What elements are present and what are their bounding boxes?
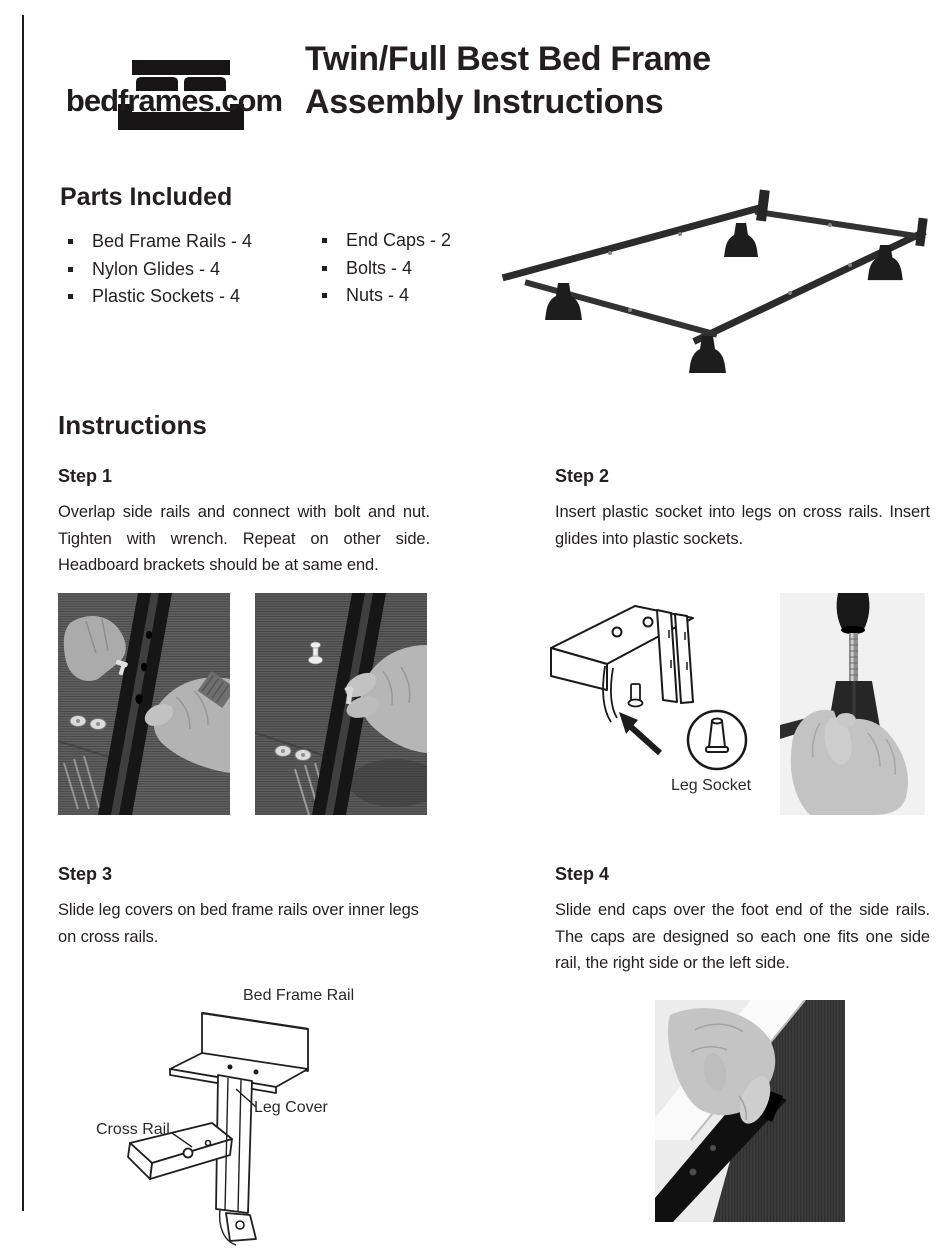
step-3-text: Slide leg covers on bed frame rails over inner legs on cross rails. — [58, 901, 419, 946]
bedframes-logo — [60, 60, 288, 134]
parts-item-label: Nylon Glides - 4 — [92, 258, 221, 279]
bullet-icon — [322, 293, 327, 298]
bullet-icon — [68, 267, 73, 272]
left-margin-rule — [22, 15, 24, 1211]
step-4-text: Slide end caps over the foot end of the side rails. The caps are designed so each one fits one side rail, the right side or the left side. — [555, 901, 930, 972]
bullet-icon — [322, 238, 327, 243]
parts-item-label: End Caps - 2 — [346, 230, 452, 250]
step-3-leg-cover-diagram — [60, 975, 400, 1249]
title-line-1: Twin/Full Best Bed Frame — [305, 40, 711, 78]
parts-included-heading: Parts Included — [60, 183, 233, 211]
parts-list-column-2 — [322, 227, 451, 310]
leg-socket-label: Leg Socket — [671, 777, 752, 794]
parts-item — [322, 282, 451, 310]
step-2-text: Insert plastic socket into legs on cross rails. Insert glides into plastic sockets. — [555, 503, 930, 548]
bullet-icon — [68, 239, 73, 244]
bullet-icon — [68, 294, 73, 299]
step-1-heading: Step 1 — [58, 466, 113, 486]
leg-cover-label: Leg Cover — [254, 1099, 328, 1116]
bed-frame-product-image — [490, 183, 947, 395]
parts-item — [322, 227, 451, 255]
parts-item-label: Nuts - 4 — [346, 285, 410, 305]
step-3-heading: Step 3 — [58, 864, 113, 884]
instructions-heading: Instructions — [58, 410, 207, 440]
step-1-photo-left — [58, 593, 230, 815]
step-2-glide-photo — [780, 593, 925, 815]
step-4-end-cap-photo — [655, 1000, 845, 1222]
parts-item-label: Bed Frame Rails - 4 — [92, 231, 253, 251]
parts-item — [68, 283, 252, 311]
step-4-heading: Step 4 — [555, 864, 610, 884]
step-1-photo-right — [255, 593, 427, 815]
parts-list-column-1 — [68, 228, 252, 311]
parts-item — [322, 255, 451, 283]
parts-item-label: Plastic Sockets - 4 — [92, 286, 241, 306]
cross-rail-label: Cross Rail — [96, 1121, 170, 1138]
step-2-leg-socket-diagram — [545, 590, 765, 808]
step-2-heading: Step 2 — [555, 466, 610, 486]
parts-item — [68, 228, 252, 256]
title-line-2: Assembly Instructions — [305, 83, 664, 121]
bed-frame-rail-label: Bed Frame Rail — [243, 987, 355, 1004]
logo-text: bedframes.com — [65, 83, 283, 118]
parts-item-label: Bolts - 4 — [346, 257, 413, 278]
bullet-icon — [322, 266, 327, 271]
step-1-text: Overlap side rails and connect with bolt and nut. Tighten with wrench. Repeat on other side. Headboard brackets should be at same end. — [58, 503, 430, 574]
document-title — [305, 38, 711, 124]
parts-item — [68, 256, 252, 284]
